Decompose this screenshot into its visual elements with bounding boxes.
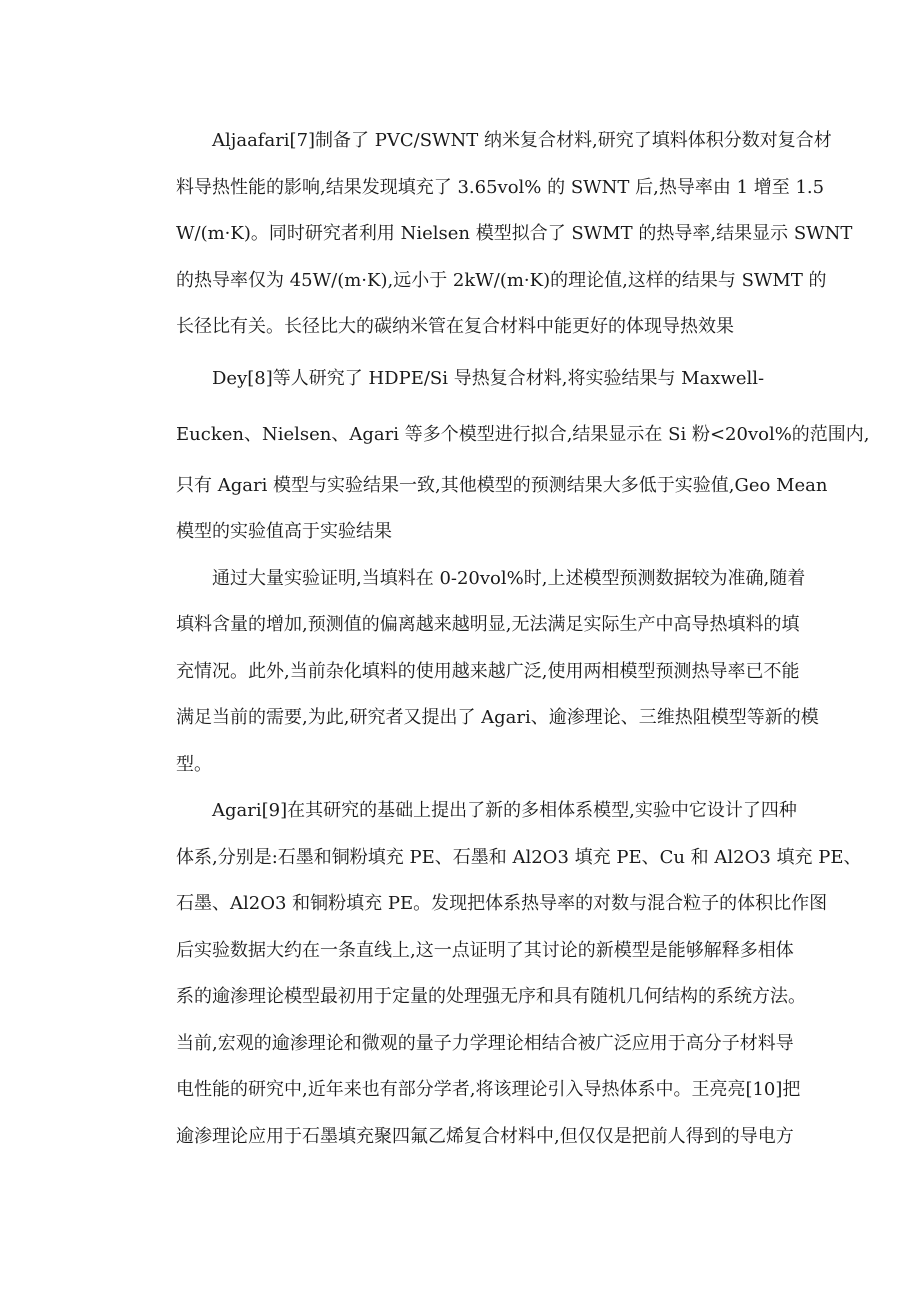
paragraph-aljaafari: [140, 118, 853, 351]
paragraph-experiment: [140, 556, 819, 789]
paragraph-agari: [140, 788, 862, 1160]
text-line: 充情况。此外,当前杂化填料的使用越来越广泛,使用两相模型预测热导率已不能: [176, 660, 800, 682]
text-line: 电性能的研究中,近年来也有部分学者,将该理论引入导热体系中。王亮亮[10]把: [176, 1079, 801, 1100]
text-line: Dey[8]等人研究了 HDPE/Si 导热复合材料,将实验结果与 Maxwell-: [212, 367, 765, 389]
text-line: 型。: [176, 753, 212, 775]
text-line: 当前,宏观的逾渗理论和微观的量子力学理论相结合被广泛应用于高分子材料导: [176, 1032, 794, 1054]
text-line: 系的逾渗理论模型最初用于定量的处理强无序和具有随机几何结构的系统方法。: [176, 986, 806, 1007]
text-line: 料导热性能的影响,结果发现填充了 3.65vol% 的 SWNT 后,热导率由 1 增至 1.5: [176, 176, 825, 198]
text-line: W/(m·K)。同时研究者利用 Nielsen 模型拟合了 SWMT 的热导率,结果显示 SWNT: [176, 223, 853, 244]
text-line: 通过大量实验证明,当填料在 0-20vol%时,上述模型预测数据较为准确,随着: [212, 567, 806, 589]
text-line: 体系,分别是:石墨和铜粉填充 PE、石墨和 Al2O3 填充 PE、Cu 和 Al2O3 填充 PE、: [176, 846, 862, 868]
text-line: 长径比有关。长径比大的碳纳米管在复合材料中能更好的体现导热效果: [176, 316, 734, 337]
text-line: 只有 Agari 模型与实验结果一致,其他模型的预测结果大多低于实验值,Geo Mean: [176, 474, 828, 496]
text-line: 的热导率仅为 45W/(m·K),远小于 2kW/(m·K)的理论值,这样的结果与 SWMT 的: [176, 269, 827, 291]
text-line: Aljaafari[7]制备了 PVC/SWNT 纳米复合材料,研究了填料体积分数对复合材: [212, 130, 832, 151]
text-line: 填料含量的增加,预测值的偏离越来越明显,无法满足实际生产中高导热填料的填: [176, 614, 800, 635]
text-line: Eucken、Nielsen、Agari 等多个模型进行拟合,结果显示在 Si 粉<20vol%的范围内,: [176, 423, 870, 445]
document-body: [140, 118, 870, 1160]
paragraph-dey: [140, 351, 870, 556]
text-line: 石墨、Al2O3 和铜粉填充 PE。发现把体系热导率的对数与混合粒子的体积比作图: [176, 893, 828, 914]
text-line: 后实验数据大约在一条直线上,这一点证明了其讨论的新模型是能够解释多相体: [176, 939, 794, 961]
text-line: 模型的实验值高于实验结果: [176, 521, 392, 542]
text-line: 满足当前的需要,为此,研究者又提出了 Agari、逾渗理论、三维热阻模型等新的模: [176, 707, 819, 728]
text-line: 逾渗理论应用于石墨填充聚四氟乙烯复合材料中,但仅仅是把前人得到的导电方: [176, 1125, 794, 1147]
text-line: Agari[9]在其研究的基础上提出了新的多相体系模型,实验中它设计了四种: [212, 800, 797, 821]
